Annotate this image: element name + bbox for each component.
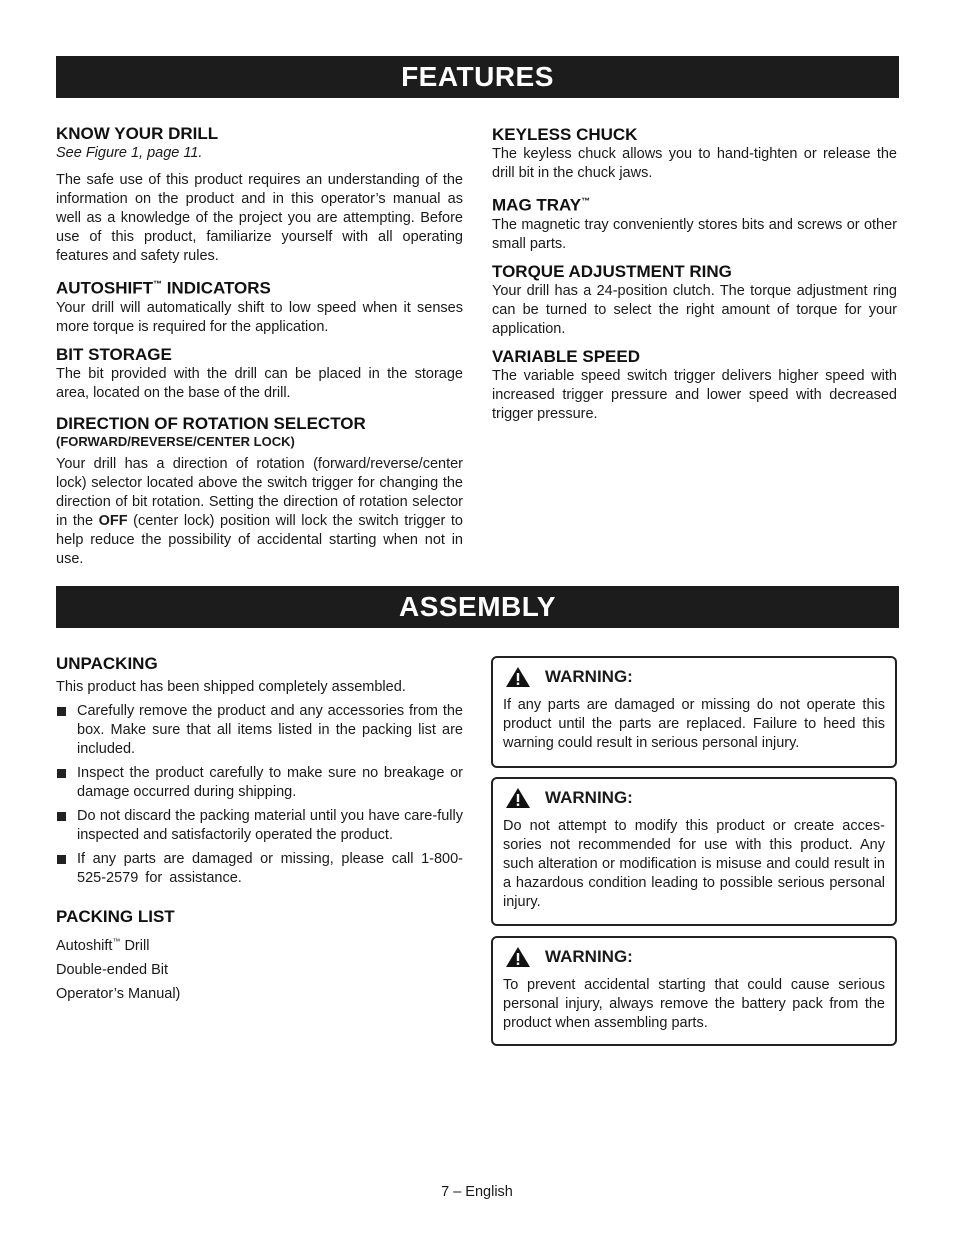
direction-heading: DIRECTION OF ROTATION SELECTOR: [56, 413, 366, 433]
page-number: 7 – English: [441, 1184, 513, 1200]
features-left-column: [56, 124, 463, 569]
packing-item-manual: Operator’s Manual): [56, 985, 181, 1002]
list-item: If any parts are damaged or missing, please call 1-800-525-2579 for assistance.: [56, 850, 463, 888]
unpacking-heading: UNPACKING: [56, 654, 158, 673]
features-heading: FEATURES: [56, 56, 899, 98]
warning-text: If any parts are damaged or missing do not operate this product until the parts are replaced. Failure to heed this warning could result in serious personal injury.: [503, 697, 885, 751]
list-item: Do not discard the packing material until you have care-fully inspected and satisfactorily operated the product.: [56, 807, 463, 845]
features-right-column: [492, 125, 897, 424]
autoshift-text: Your drill will automatically shift to low speed when it senses more torque is required for the application.: [56, 299, 463, 335]
autoshift-heading: AUTOSHIFT™ INDICATORS: [56, 278, 271, 298]
warning-box-2: [491, 777, 897, 926]
direction-text: Your drill has a direction of rotation (forward/reverse/center lock) selector located above the switch trigger for changing the direction of bit rotation. Setting the direction of rotation selector in the OFF (center lock) position will lock the switch trigger to help reduce the possibility of accidental starting when not in use.: [56, 455, 463, 567]
list-item: Carefully remove the product and any accessories from the box. Make sure that all items listed in the packing list are included.: [56, 702, 463, 759]
keyless-chuck-heading: KEYLESS CHUCK: [492, 125, 638, 144]
packing-list-heading: PACKING LIST: [56, 907, 175, 926]
torque-heading: TORQUE ADJUSTMENT RING: [492, 261, 732, 281]
warning-label: WARNING:: [545, 947, 633, 966]
bit-storage-text: The bit provided with the drill can be placed in the storage area, located on the base of the drill.: [56, 365, 463, 401]
warning-triangle-icon: [505, 787, 531, 809]
know-your-drill-text: The safe use of this product requires an understanding of the information on the product and in this operator’s manual as well as a knowledge of the project you are attempting. Before use of this product, familiarize yourself with all operating features and safety rules.: [56, 172, 463, 264]
figure-reference: See Figure 1, page 11.: [56, 145, 203, 161]
keyless-chuck-text: The keyless chuck allows you to hand-tighten or release the drill bit in the chuck jaws.: [492, 146, 897, 181]
direction-subheading: (FORWARD/REVERSE/CENTER LOCK): [56, 433, 295, 449]
torque-text: Your drill has a 24-position clutch. The torque adjustment ring can be turned to select the right amount of torque for your application.: [492, 282, 897, 337]
bullet-square-icon: [57, 855, 66, 864]
unpacking-intro: This product has been shipped completely assembled.: [56, 679, 406, 695]
bit-storage-heading: BIT STORAGE: [56, 344, 172, 364]
mag-tray-text: The magnetic tray conveniently stores bits and screws or other small parts.: [492, 216, 897, 252]
packing-item-bit: Double-ended Bit: [56, 961, 169, 978]
warning-label: WARNING:: [545, 667, 633, 686]
warning-triangle-icon: [505, 666, 531, 688]
assembly-left-column: [56, 654, 463, 1009]
variable-speed-heading: VARIABLE SPEED: [492, 346, 640, 366]
packing-list: [56, 932, 463, 1004]
bullet-square-icon: [57, 812, 66, 821]
list-item: Inspect the product carefully to make sure no breakage or damage occurred during shipping.: [56, 764, 463, 802]
warning-text: To prevent accidental starting that could cause serious personal injury, always remove the battery pack from the product when assembling parts.: [503, 977, 885, 1031]
warning-box-1: [491, 656, 897, 768]
warning-text: Do not attempt to modify this product or create acces-sories not recommended for use with this product. Any such alteration or modification is misuse and could result in a hazardous condition leading to possible serious personal injury.: [503, 818, 885, 910]
assembly-heading: ASSEMBLY: [56, 586, 899, 628]
know-your-drill-heading: KNOW YOUR DRILL: [56, 124, 219, 143]
bullet-square-icon: [57, 707, 66, 716]
bullet-square-icon: [57, 769, 66, 778]
variable-speed-text: The variable speed switch trigger delivers higher speed with increased trigger pressure and lower speed with decreased trigger pressure.: [492, 367, 897, 422]
mag-tray-heading: MAG TRAY™: [492, 195, 591, 215]
packing-item-drill: Autoshift™ Drill: [56, 937, 150, 954]
unpacking-list: [56, 702, 463, 888]
warning-label: WARNING:: [545, 788, 633, 807]
warning-triangle-icon: [505, 946, 531, 968]
warning-box-3: [491, 936, 897, 1046]
